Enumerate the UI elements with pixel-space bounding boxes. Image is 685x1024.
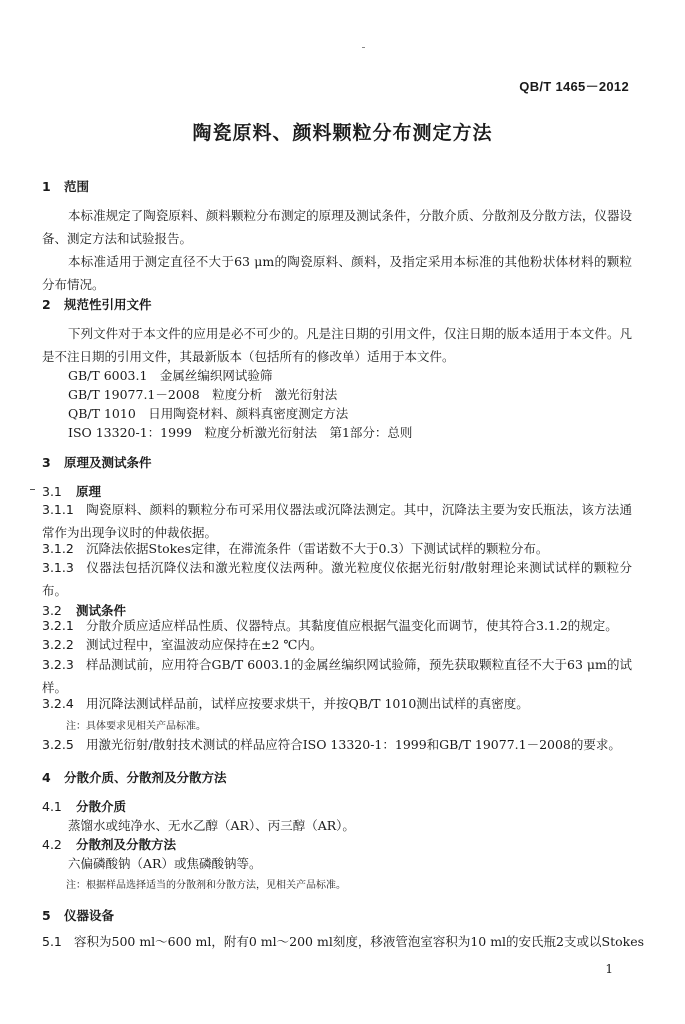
clause-4-1-heading [42, 797, 126, 815]
clause-3-2-5 [42, 733, 632, 756]
clause-text: 用沉降法测试样品前，试样应按要求烘干，并按QB/T 1010测出试样的真密度。 [86, 696, 529, 711]
clause-text: 用激光衍射/散射技术测试的样品应符合ISO 13320-1：1999和GB/T 19077.1－2008的要求。 [86, 737, 621, 752]
section-title: 范围 [64, 179, 90, 194]
section-2-paragraph: 下列文件对于本文件的应用是必不可少的。凡是注日期的引用文件，仅注日期的版本适用于本文件。凡是不注日期的引用文件，其最新版本（包括所有的修改单）适用于本文件。 [42, 326, 632, 364]
clause-number: 3.1.1 [42, 502, 74, 517]
clause-4-2-heading [42, 835, 176, 853]
section-4-heading [42, 768, 227, 786]
clause-number: 3.1.2 [42, 541, 74, 556]
section-title: 原理及测试条件 [64, 455, 152, 470]
clause-text: 仪器法包括沉降仪法和激光粒度仪法两种。激光粒度仪依据光衍射/散射理论来测试试样的颗粒分布。 [42, 560, 632, 598]
clause-4-1-text: 蒸馏水或纯净水、无水乙醇（AR）、丙三醇（AR）。 [68, 818, 355, 833]
clause-number: 3.1.3 [42, 560, 74, 575]
note: 注：具体要求见相关产品标准。 [66, 721, 206, 732]
section-number: 5 [42, 908, 51, 923]
section-number: 2 [42, 297, 51, 312]
standard-number: QB/T 1465－2012 [519, 79, 629, 94]
section-title: 规范性引用文件 [64, 297, 152, 312]
clause-title: 分散剂及分散方法 [76, 837, 177, 852]
clause-number: 3.2 [42, 603, 62, 618]
section-2-heading [42, 295, 152, 313]
normative-reference: QB/T 1010 日用陶瓷材料、颜料真密度测定方法 [68, 406, 349, 421]
section-5-heading [42, 906, 114, 924]
clause-number: 3.2.3 [42, 657, 74, 672]
section-1-paragraph-1: 本标准规定了陶瓷原料、颜料颗粒分布测定的原理及测试条件，分散介质、分散剂及分散方法，仪器设备、测定方法和试验报告。 [42, 208, 632, 246]
clause-text: 分散介质应适应样品性质、仪器特点。其黏度值应根据气温变化而调节，使其符合3.1.2的规定。 [86, 618, 618, 633]
clause-text: 容积为500 ml～600 ml，附有0 ml～200 ml刻度，移液管泡室容积为10 ml的安氏瓶2支或以Stokes [74, 934, 645, 949]
clause-title: 原理 [76, 484, 102, 499]
page-number: 1 [605, 962, 613, 976]
section-title: 仪器设备 [64, 908, 115, 923]
clause-text: 样品测试前，应用符合GB/T 6003.1的金属丝编织网试验筛，预先获取颗粒直径不大于63 μm的试样。 [42, 657, 632, 695]
section-number: 1 [42, 179, 51, 194]
note: 注：根据样品选择适当的分散剂和分散方法，见相关产品标准。 [66, 880, 346, 891]
section-1-heading [42, 177, 89, 195]
clause-5-1 [42, 930, 662, 953]
clause-number: 4.2 [42, 837, 62, 852]
document-title: 陶瓷原料、颜料颗粒分布测定方法 [192, 122, 493, 144]
clause-number: 4.1 [42, 799, 62, 814]
section-number: 3 [42, 455, 51, 470]
clause-3-1-3 [42, 556, 632, 602]
clause-title: 分散介质 [76, 799, 127, 814]
clause-title: 测试条件 [76, 603, 127, 618]
normative-reference: GB/T 6003.1 金属丝编织网试验筛 [68, 368, 273, 383]
scan-mark [30, 489, 35, 490]
scan-speck [362, 47, 365, 48]
normative-reference: ISO 13320-1：1999 粒度分析激光衍射法 第1部分：总则 [68, 425, 413, 440]
clause-number: 5.1 [42, 934, 62, 949]
clause-text: 陶瓷原料、颜料的颗粒分布可采用仪器法或沉降法测定。其中，沉降法主要为安氏瓶法，该方法通常作为出现争议时的仲裁依据。 [42, 502, 632, 540]
clause-4-2-text: 六偏磷酸钠（AR）或焦磷酸钠等。 [68, 856, 262, 871]
clause-text: 测试过程中，室温波动应保持在±2 ℃内。 [86, 637, 323, 652]
section-title: 分散介质、分散剂及分散方法 [64, 770, 227, 785]
clause-3-2-4 [42, 692, 632, 715]
clause-number: 3.2.5 [42, 737, 74, 752]
section-3-heading [42, 453, 152, 471]
clause-number: 3.2.1 [42, 618, 74, 633]
clause-number: 3.2.2 [42, 637, 74, 652]
clause-text: 沉降法依据Stokes定律，在滞流条件（雷诺数不大于0.3）下测试试样的颗粒分布。 [86, 541, 549, 556]
section-number: 4 [42, 770, 51, 785]
clause-number: 3.2.4 [42, 696, 74, 711]
section-1-paragraph-2: 本标准适用于测定直径不大于63 μm的陶瓷原料、颜料，及指定采用本标准的其他粉状体材料的颗粒分布情况。 [42, 254, 632, 292]
clause-number: 3.1 [42, 484, 62, 499]
normative-reference: GB/T 19077.1－2008 粒度分析 激光衍射法 [68, 387, 338, 402]
